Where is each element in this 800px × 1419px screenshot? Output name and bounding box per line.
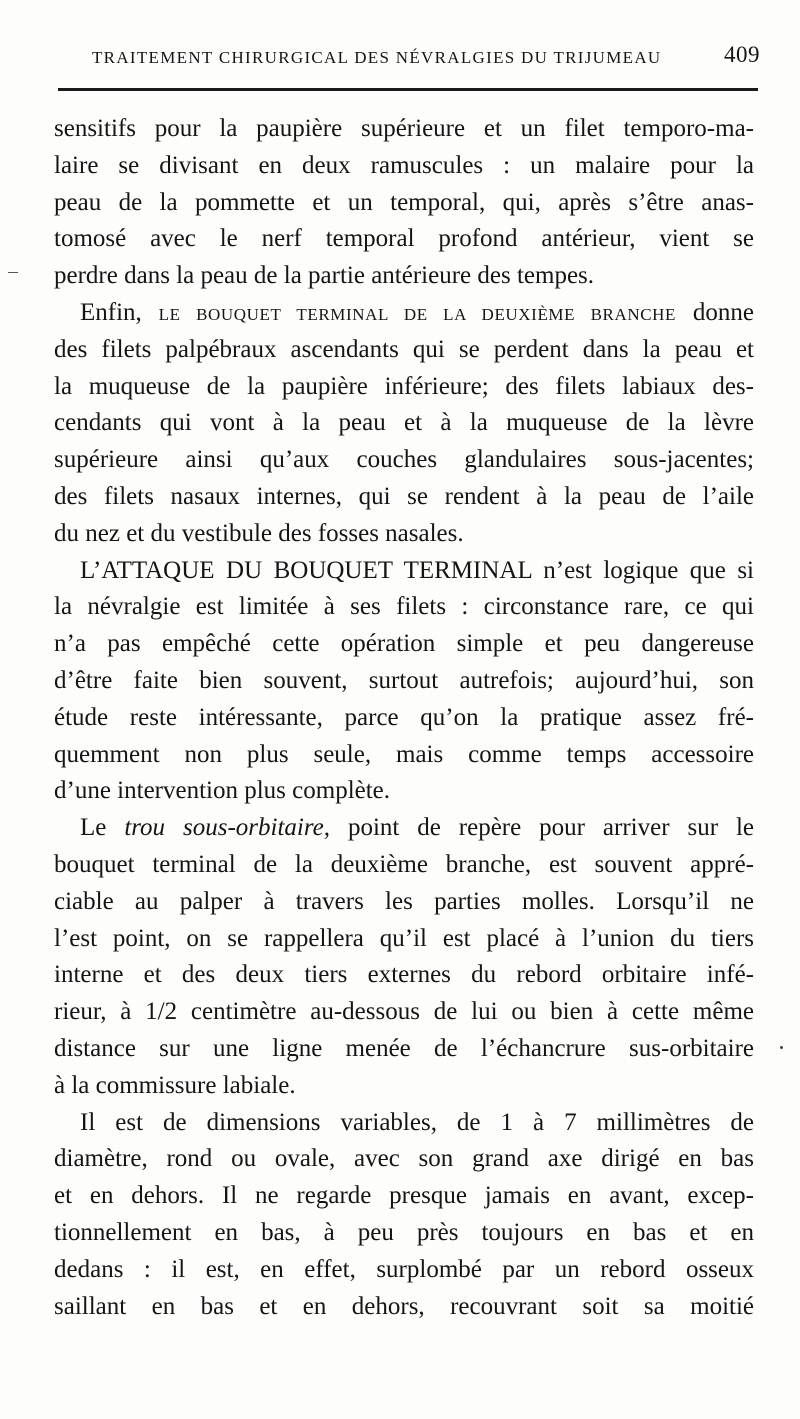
text-line: interne et des deux tiers externes du rebord orbitaire infé- (54, 961, 754, 989)
paragraph-4 (54, 810, 754, 1104)
text-line: la muqueuse de la paupière inférieure; des filets labiaux des- (54, 372, 754, 400)
running-title: TRAITEMENT CHIRURGICAL DES NÉVRALGIES DU TRIJUMEAU (92, 48, 662, 67)
page-number: 409 (724, 42, 760, 67)
text-line: distance sur une ligne menée de l’échancrure sus-orbitaire (54, 1034, 754, 1062)
body-text (54, 111, 754, 1325)
text-line: n’a pas empêché cette opération simple et peu dangereuse (54, 630, 754, 658)
text-line: dedans : il est, en effet, surplombé par un rebord osseux (54, 1255, 754, 1283)
small-caps-heading: LE BOUQUET TERMINAL DE LA DEUXIÈME BRANCHE (158, 304, 677, 324)
text-line: diamètre, rond ou ovale, avec son grand axe dirigé en bas (54, 1145, 754, 1173)
text-line: rieur, à 1/2 centimètre au-dessous de lui ou bien à cette même (54, 998, 754, 1026)
paragraph-3 (54, 553, 754, 811)
text-line: cendants qui vont à la peau et à la muqueuse de la lèvre (54, 409, 754, 437)
paragraph-5 (54, 1105, 754, 1326)
text-line: Il est de dimensions variables, de 1 à 7 millimètres de (80, 1108, 754, 1136)
text-line: saillant en bas et en dehors, recouvrant soit sa moitié (54, 1292, 754, 1320)
text-line: d’une intervention plus complète. (54, 777, 391, 805)
text-span: Le (80, 814, 107, 842)
margin-dot (780, 1046, 783, 1049)
text-line: peau de la pommette et un temporal, qui, après s’être anas- (54, 188, 754, 216)
text-line: des filets nasaux internes, qui se rendent à la peau de l’aile (54, 482, 754, 510)
text-line: sensitifs pour la paupière supérieure et un filet temporo-ma- (54, 115, 754, 142)
text-line: supérieure ainsi qu’aux couches glandulaires sous-jacentes; (54, 446, 754, 474)
page-header (60, 40, 760, 76)
text-line: à la commissure labiale. (54, 1071, 296, 1099)
text-line: la névralgie est limitée à ses filets : circonstance rare, ce qui (54, 593, 754, 621)
text-span: Enfin, (80, 298, 142, 326)
text-line: quemment non plus seule, mais comme temps accessoire (54, 740, 754, 768)
text-line: des filets palpébraux ascendants qui se perdent dans la peau et (54, 335, 754, 363)
text-span: point de repère pour arriver sur le (347, 814, 754, 842)
text-line: étude reste intéressante, parce qu’on la pratique assez fré- (54, 703, 754, 731)
text-line: d’être faite bien souvent, surtout autrefois; aujourd’hui, son (54, 666, 754, 694)
text-line: perdre dans la peau de la partie antérieure des tempes. (54, 262, 595, 290)
text-line: L’ATTAQUE DU BOUQUET TERMINAL n’est logique que si (80, 556, 754, 584)
text-line: tomosé avec le nerf temporal profond antérieur, vient se (54, 225, 754, 253)
paragraph-2 (54, 295, 754, 553)
margin-mark (8, 272, 18, 273)
text-span: donne (692, 298, 754, 326)
italic-term: trou sous-orbitaire, (124, 814, 330, 842)
header-rule (58, 88, 758, 91)
text-line (54, 810, 754, 847)
text-line: laire se divisant en deux ramuscules : un malaire pour la (54, 151, 754, 179)
text-line: tionnellement en bas, à peu près toujours en bas et en (54, 1218, 754, 1246)
text-line: et en dehors. Il ne regarde presque jamais en avant, excep- (54, 1182, 754, 1210)
text-line: bouquet terminal de la deuxième branche, est souvent appré- (54, 850, 754, 878)
text-line (54, 295, 754, 332)
text-line: du nez et du vestibule des fosses nasales. (54, 519, 464, 547)
paragraph-1 (54, 111, 754, 295)
text-line: l’est point, on se rappellera qu’il est placé à l’union du tiers (54, 924, 754, 952)
text-line: ciable au palper à travers les parties molles. Lorsqu’il ne (54, 887, 754, 915)
